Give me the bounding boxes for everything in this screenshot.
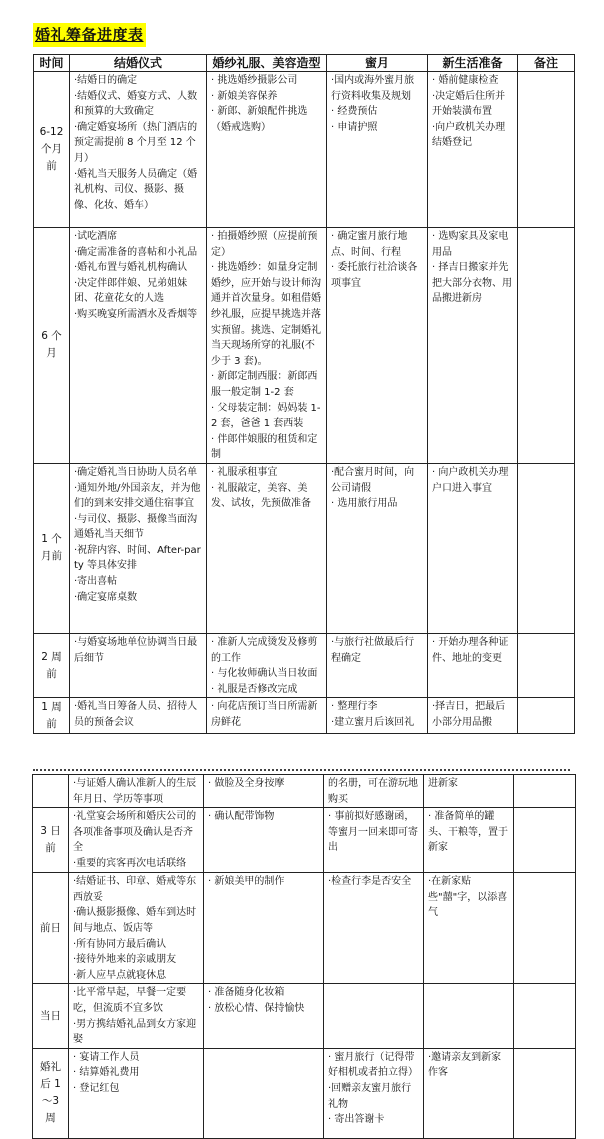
honeymoon-cell <box>327 698 428 734</box>
table-row <box>33 984 576 1048</box>
list-item: · 登记红包 <box>73 1082 120 1094</box>
time-cell <box>33 775 69 808</box>
ceremony-cell <box>69 808 204 873</box>
time-cell: 1 个月前 <box>34 463 70 633</box>
list-item: · 选用旅行用品 <box>331 498 398 510</box>
list-item: · 礼服承租事宜 <box>211 466 278 478</box>
ceremony-cell <box>70 463 207 633</box>
table-row <box>34 228 575 464</box>
dress-cell <box>204 775 324 808</box>
newlife-cell <box>424 873 514 984</box>
page-break-divider <box>33 769 570 771</box>
table-row <box>33 808 576 873</box>
time-cell: 1 周前 <box>34 698 70 734</box>
list-item: ·祝辞内容、时间、After-party 等具体安排 <box>74 544 201 572</box>
dress-cell <box>204 808 324 873</box>
header-ceremony: 结婚仪式 <box>70 55 207 72</box>
list-item: · 择吉日搬家并先把大部分衣物、用品搬进新房 <box>432 262 512 305</box>
time-cell: 当日 <box>33 984 69 1048</box>
list-item: ·比平常早起，早餐一定要吃，但流质不宜多饮 <box>73 987 187 1014</box>
list-item: · 开始办理各种证件、地址的变更 <box>432 636 509 664</box>
notes-cell[interactable] <box>514 808 576 873</box>
list-item: ·择吉日，把最后小部分用品搬 <box>432 701 506 728</box>
honeymoon-cell <box>324 808 424 873</box>
newlife-cell <box>428 228 518 464</box>
list-item: ·寄出喜帖 <box>74 576 118 588</box>
dress-cell <box>204 873 324 984</box>
honeymoon-cell <box>324 775 424 808</box>
list-item: · 做脸及全身按摩 <box>208 778 285 789</box>
list-item: ·试吃酒席 <box>74 231 118 242</box>
notes-cell[interactable] <box>514 984 576 1048</box>
list-item: ·与司仪、摄影、摄像当面沟通婚礼当天细节 <box>74 513 198 541</box>
list-item: · 礼服敲定，美容、美发、试妆，先预做准备 <box>211 482 311 510</box>
notes-cell[interactable] <box>518 228 575 464</box>
dress-cell <box>207 698 327 734</box>
list-item: · 拍摄婚纱照（应提前预定） <box>211 231 318 258</box>
list-item: ·向户政机关办理结婚登记 <box>432 121 506 149</box>
list-item: ·决定伴郎伴娘、兄弟姐妹团、花童花女的人选 <box>74 277 188 305</box>
list-item: · 礼服是否修改完成 <box>211 683 298 695</box>
list-item: · 放松心情、保持愉快 <box>208 1002 305 1014</box>
newlife-cell <box>428 633 518 697</box>
list-item: · 经费预估 <box>331 106 378 118</box>
dress-cell <box>207 463 327 633</box>
newlife-cell <box>424 808 514 873</box>
honeymoon-cell <box>327 633 428 697</box>
list-item: · 挑选婚纱：如量身定制婚纱，应开始与设计师沟通并首次量身。如租借婚纱礼服，应提早挑选并落实预留。挑选、定制婚礼当天现场所穿的礼服(不少于 3 套)。 <box>211 262 321 367</box>
list-item: · 挑选婚纱摄影公司 <box>211 75 298 86</box>
dress-cell <box>207 633 327 697</box>
list-item: ·男方携结婚礼品到女方家迎娶 <box>73 1018 197 1046</box>
list-item: ·检查行李是否安全 <box>328 876 412 888</box>
newlife-cell <box>428 72 518 228</box>
list-item: ·与旅行社做最后行程确定 <box>331 636 415 664</box>
time-cell: 婚礼后 1～3 周 <box>33 1048 69 1138</box>
page-title: 婚礼筹备进度表 <box>33 23 146 47</box>
newlife-cell <box>428 698 518 734</box>
list-item: · 确认配带饰物 <box>208 811 275 823</box>
list-item: ·回赠亲友蜜月旅行礼物 <box>328 1082 412 1110</box>
list-item: ·确定宴席桌数 <box>74 591 138 603</box>
newlife-cell <box>424 984 514 1048</box>
table-row <box>34 633 575 697</box>
dress-cell <box>207 228 327 464</box>
notes-cell[interactable] <box>518 463 575 633</box>
list-item: · 确定蜜月旅行地点、时间、行程 <box>331 231 408 258</box>
dress-cell <box>204 984 324 1048</box>
time-cell: 3 日前 <box>33 808 69 873</box>
header-time: 时间 <box>34 55 70 72</box>
honeymoon-cell <box>324 984 424 1048</box>
table-row <box>34 463 575 633</box>
honeymoon-cell <box>324 873 424 984</box>
list-item: ·重要的宾客再次电话联络 <box>73 857 187 869</box>
time-cell: 6 个月 <box>34 228 70 464</box>
list-item: ·婚礼当天服务人员确定（婚礼机构、司仪、摄影、摄像、化妆、婚车） <box>74 168 198 211</box>
list-item: · 与化妆师确认当日妆面 <box>211 668 318 680</box>
table-row <box>34 698 575 734</box>
list-item: ·购买晚宴所需酒水及香烟等 <box>74 308 198 320</box>
list-item: · 选购家具及家电用品 <box>432 231 509 258</box>
notes-cell[interactable] <box>514 873 576 984</box>
list-item: · 婚前健康检查 <box>432 75 499 86</box>
ceremony-cell <box>69 984 204 1048</box>
table-row <box>33 775 576 808</box>
list-item: · 准备简单的罐头、干粮等，置于新家 <box>428 811 508 854</box>
list-item: ·国内或海外蜜月旅行资料收集及规划 <box>331 75 415 102</box>
time-cell: 6-12 个月前 <box>34 72 70 228</box>
ceremony-cell <box>70 72 207 228</box>
list-item: · 事前拟好感谢函，等蜜月一回来即可寄出 <box>328 811 418 854</box>
schedule-table-page-1 <box>33 54 575 734</box>
list-item: ·新人应早点就寝休息 <box>73 969 167 981</box>
list-item: ·通知外地/外国亲友，并为他们的到来安排交通住宿事宜 <box>74 482 201 510</box>
list-item: ·确认摄影摄像、婚车到达时间与地点、饭店等 <box>73 907 197 934</box>
honeymoon-cell <box>327 463 428 633</box>
list-item: ·确定婚宴场所（热门酒店的预定需提前 8 个月至 12 个月） <box>74 121 198 164</box>
newlife-cell <box>428 463 518 633</box>
table-row <box>34 72 575 228</box>
list-item: · 结算婚礼费用 <box>73 1067 140 1079</box>
list-item: ·配合蜜月时间，向公司请假 <box>331 466 415 494</box>
list-item: · 新郎定制西服：新郎西服一般定制 1-2 套 <box>211 371 318 398</box>
list-item: · 委托旅行社洽谈各项事宜 <box>331 262 418 289</box>
header-notes: 备注 <box>518 55 575 72</box>
list-item: ·接待外地来的亲戚朋友 <box>73 954 177 966</box>
list-item: · 蜜月旅行（记得带好相机或者拍立得） <box>328 1051 418 1079</box>
ceremony-cell <box>69 1048 204 1138</box>
notes-cell[interactable] <box>518 72 575 228</box>
list-item: · 新娘美容保养 <box>211 90 278 102</box>
list-item: ·结婚证书、印章、婚戒等东西放妥 <box>73 876 197 903</box>
table-row <box>33 1048 576 1138</box>
list-item: · 宴请工作人员 <box>73 1051 140 1063</box>
ceremony-cell <box>69 775 204 808</box>
ceremony-cell <box>70 633 207 697</box>
time-cell: 2 周前 <box>34 633 70 697</box>
list-item: ·与证婚人确认准新人的生辰年月日、学历等事项 <box>73 778 197 805</box>
list-item: ·所有协同方最后确认 <box>73 938 167 950</box>
list-item: · 父母装定制：妈妈装 1-2 套，爸爸 1 套西装 <box>211 402 321 430</box>
list-item: · 向花店预订当日所需新房鲜花 <box>211 701 318 728</box>
honeymoon-cell <box>327 72 428 228</box>
list-item: ·邀请亲友到新家作客 <box>428 1051 502 1079</box>
list-item: ·礼堂宴会场所和婚庆公司的各项准备事项及确认是否齐全 <box>73 811 197 854</box>
ceremony-cell <box>70 228 207 464</box>
list-item: ·与婚宴场地单位协调当日最后细节 <box>74 636 198 664</box>
list-item: · 申请护照 <box>331 121 378 133</box>
list-item: · 准备随身化妆箱 <box>208 987 285 999</box>
notes-cell[interactable] <box>518 633 575 697</box>
dress-cell <box>207 72 327 228</box>
list-item: · 整理行李 <box>331 701 378 713</box>
honeymoon-cell <box>324 1048 424 1138</box>
list-item: ·结婚日的确定 <box>74 75 138 86</box>
list-item: 的名册，可在游玩地购买 <box>328 778 418 805</box>
newlife-cell <box>424 1048 514 1138</box>
list-item: · 寄出答谢卡 <box>328 1114 385 1126</box>
list-item: · 准新人完成烫发及修剪的工作 <box>211 636 318 664</box>
list-item: ·婚礼布置与婚礼机构确认 <box>74 262 188 274</box>
list-item: ·婚礼当日筹备人员、招待人员的预备会议 <box>74 701 198 728</box>
list-item: ·决定婚后住所并开始装潢布置 <box>432 90 506 118</box>
list-item: · 向户政机关办理户口进入事宜 <box>432 466 509 494</box>
list-item: ·确定婚礼当日协助人员名单 <box>74 466 198 478</box>
header-newlife: 新生活准备 <box>428 55 518 72</box>
table-row <box>33 873 576 984</box>
header-honeymoon: 蜜月 <box>327 55 428 72</box>
schedule-table-page-2 <box>32 774 576 1139</box>
header-row <box>34 55 575 72</box>
list-item: ·确定需准备的喜帖和小礼品 <box>74 246 198 258</box>
list-item: · 伴郎伴娘服的租赁和定制 <box>211 433 318 461</box>
newlife-cell <box>424 775 514 808</box>
list-item: · 新娘美甲的制作 <box>208 876 285 888</box>
list-item: ·在新家贴些"囍"字，以添喜气 <box>428 876 508 919</box>
list-item: ·结婚仪式、婚宴方式、人数和预算的大致确定 <box>74 90 198 118</box>
notes-cell[interactable] <box>518 698 575 734</box>
dress-cell <box>204 1048 324 1138</box>
header-dress: 婚纱礼服、美容造型 <box>207 55 327 72</box>
list-item: ·建立蜜月后该回礼 <box>331 716 415 728</box>
honeymoon-cell <box>327 228 428 464</box>
ceremony-cell <box>70 698 207 734</box>
list-item: 进新家 <box>428 778 458 789</box>
ceremony-cell <box>69 873 204 984</box>
list-item: · 新郎、新娘配件挑选（婚戒选购） <box>211 106 308 133</box>
time-cell: 前日 <box>33 873 69 984</box>
notes-cell[interactable] <box>514 1048 576 1138</box>
notes-cell[interactable] <box>514 775 576 808</box>
